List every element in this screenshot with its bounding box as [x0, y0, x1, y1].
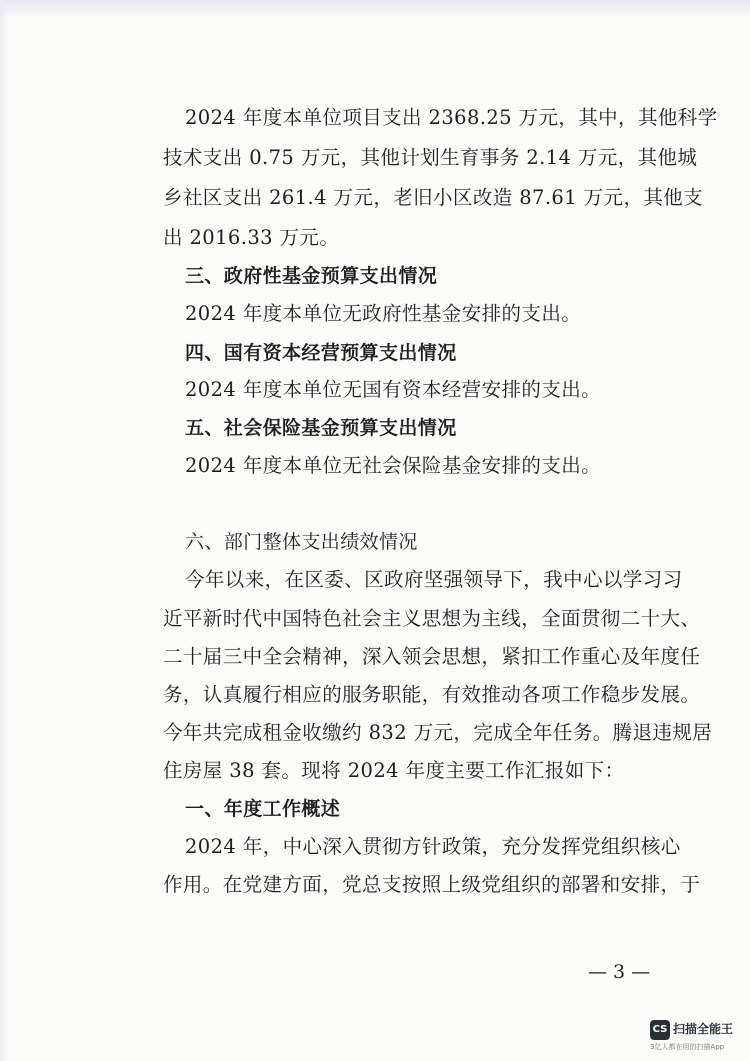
camscanner-logo-icon: CS [650, 1020, 670, 1040]
watermark-slogan: 3亿人都在用的扫描App [650, 1043, 725, 1051]
page-number: — 3 — [588, 961, 651, 983]
paragraph-line: 2024 年度本单位项目支出 2368.25 万元，其中，其他科学 [185, 106, 718, 129]
scanner-watermark [650, 1017, 748, 1053]
section-text: 2024 年度本单位无国有资本经营安排的支出。 [185, 378, 602, 401]
paragraph-line: 2024 年，中心深入贯彻方针政策，充分发挥党组织核心 [185, 835, 681, 858]
section-heading: 四、国有资本经营预算支出情况 [185, 342, 457, 364]
paragraph-line: 近平新时代中国特色社会主义思想为主线，全面贯彻二十大、 [163, 607, 701, 630]
paragraph-line: 住房屋 38 套。现将 2024 年度主要工作汇报如下： [163, 759, 625, 782]
paragraph-line: 作用。在党建方面，党总支按照上级党组织的部署和安排，于 [163, 873, 701, 896]
section-heading: 三、政府性基金预算支出情况 [185, 265, 438, 287]
paragraph-line: 今年以来，在区委、区政府坚强领导下，我中心以学习习 [185, 568, 683, 591]
subsection-heading: 一、年度工作概述 [185, 798, 341, 820]
paragraph-line: 出 2016.33 万元。 [163, 226, 340, 249]
paragraph-line: 务，认真履行相应的服务职能，有效推动各项工作稳步发展。 [163, 683, 701, 706]
section-text: 2024 年度本单位无政府性基金安排的支出。 [185, 302, 582, 325]
paragraph-line: 乡社区支出 261.4 万元，老旧小区改造 87.61 万元，其他支 [163, 186, 704, 209]
section-text: 2024 年度本单位无社会保险基金安排的支出。 [185, 454, 602, 477]
paragraph-line: 今年共完成租金收缴约 832 万元，完成全年任务。腾退违规居 [163, 721, 713, 744]
paragraph-line: 二十届三中全会精神，深入领会思想，紧扣工作重心及年度任 [163, 645, 701, 668]
paragraph-line: 技术支出 0.75 万元，其他计划生育事务 2.14 万元，其他城 [163, 146, 698, 169]
section-heading: 六、部门整体支出绩效情况 [185, 531, 418, 553]
section-heading: 五、社会保险基金预算支出情况 [185, 417, 457, 439]
watermark-app-name: 扫描全能王 [673, 1022, 734, 1036]
